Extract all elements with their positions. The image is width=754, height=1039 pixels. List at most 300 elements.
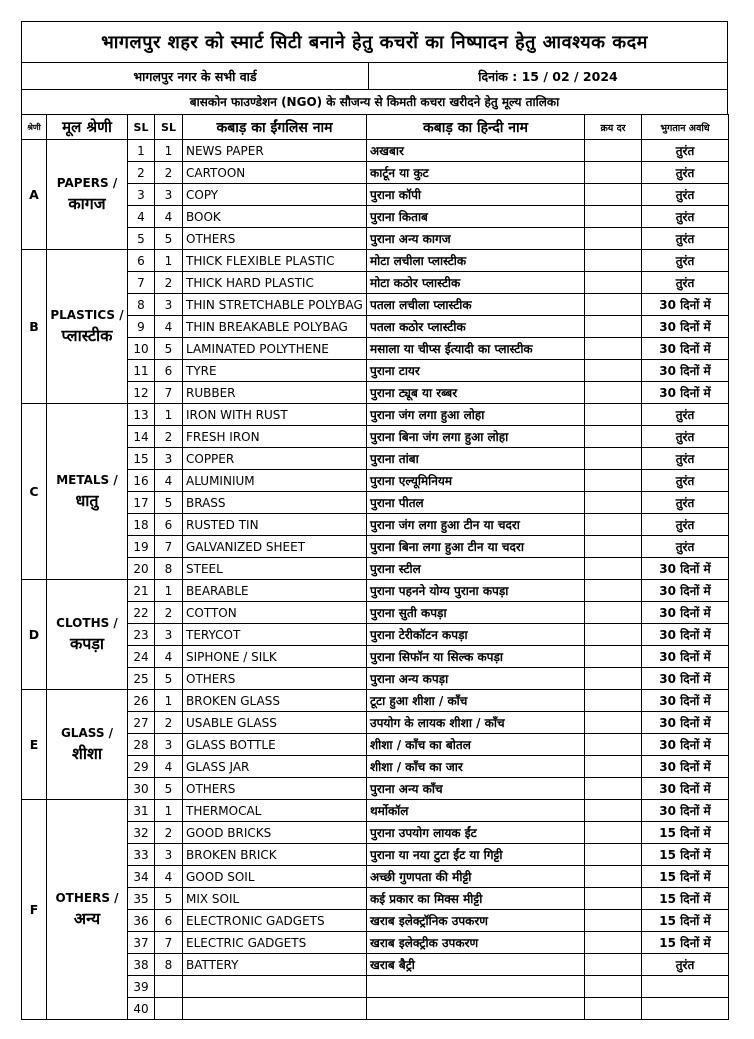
table-row [22,250,729,272]
payment-period: 30 दिनों में [642,338,729,360]
table-row [22,580,729,602]
item-hindi-name: पुराना बिना लगा हुआ टीन या चदरा [367,536,585,558]
page-title: भागलपुर शहर को स्मार्ट सिटी बनाने हेतु कचरों का निष्पादन हेतु आवश्यक कदम [21,21,728,62]
item-rate [585,668,642,690]
serial-number: 27 [128,712,155,734]
table-body [22,140,729,1020]
col-header-english-name: कबाड़ का ईंगलिस नाम [183,115,367,140]
item-rate [585,624,642,646]
table-row [22,294,729,316]
sub-serial-number: 4 [155,866,183,888]
col-header-main-category: मूल श्रेणी [47,115,128,140]
sub-serial-number: 3 [155,448,183,470]
table-row [22,426,729,448]
sub-serial-number: 3 [155,184,183,206]
item-hindi-name: पुराना तांबा [367,448,585,470]
item-english-name: GLASS JAR [183,756,367,778]
payment-period: तुरंत [642,250,729,272]
item-hindi-name: खराब इलेक्ट्रॉनिक उपकरण [367,910,585,932]
item-hindi-name: पुराना एल्यूमिनियम [367,470,585,492]
main-category-cell [47,580,128,690]
serial-number: 15 [128,448,155,470]
item-hindi-name: पतला कठोर प्लास्टीक [367,316,585,338]
price-list-sheet [21,21,728,1020]
table-row [22,602,729,624]
sub-serial-number: 7 [155,382,183,404]
payment-period: 15 दिनों में [642,932,729,954]
col-header-sub-sl: SL [155,115,183,140]
payment-period: 30 दिनों में [642,316,729,338]
payment-period: 30 दिनों में [642,558,729,580]
payment-period: तुरंत [642,206,729,228]
item-rate [585,426,642,448]
item-rate [585,734,642,756]
item-english-name: GOOD BRICKS [183,822,367,844]
payment-period: तुरंत [642,536,729,558]
item-hindi-name: पुराना टायर [367,360,585,382]
serial-number: 36 [128,910,155,932]
item-hindi-name: कार्टून या कुट [367,162,585,184]
item-hindi-name: पुराना जंग लगा हुआ लोहा [367,404,585,426]
table-row [22,734,729,756]
sub-serial-number: 5 [155,338,183,360]
table-row [22,184,729,206]
table-row [22,712,729,734]
serial-number: 17 [128,492,155,514]
payment-period: 15 दिनों में [642,888,729,910]
main-category-cell [47,140,128,250]
table-row [22,492,729,514]
payment-period: तुरंत [642,140,729,162]
item-english-name: THIN BREAKABLE POLYBAG [183,316,367,338]
sub-serial-number: 4 [155,756,183,778]
sub-serial-number: 2 [155,822,183,844]
item-hindi-name: मसाला या चीप्स ईत्यादी का प्लास्टीक [367,338,585,360]
item-hindi-name: खराब बैट्री [367,954,585,976]
payment-period: 30 दिनों में [642,382,729,404]
item-rate [585,536,642,558]
serial-number: 39 [128,976,155,998]
item-english-name: OTHERS [183,778,367,800]
item-english-name: TERYCOT [183,624,367,646]
serial-number: 16 [128,470,155,492]
payment-period: 15 दिनों में [642,866,729,888]
table-row [22,778,729,800]
item-rate [585,162,642,184]
sub-serial-number: 4 [155,206,183,228]
payment-period: तुरंत [642,954,729,976]
sub-serial-number: 3 [155,734,183,756]
main-category-cell [47,690,128,800]
col-header-category: श्रेणी [22,115,47,140]
payment-period: 30 दिनों में [642,734,729,756]
item-rate [585,712,642,734]
col-header-hindi-name: कबाड़ का हिन्दी नाम [367,115,585,140]
item-hindi-name: मोटा कठोर प्लास्टीक [367,272,585,294]
payment-period: 30 दिनों में [642,712,729,734]
table-row [22,514,729,536]
item-english-name: MIX SOIL [183,888,367,910]
serial-number: 14 [128,426,155,448]
item-hindi-name: पुराना स्टील [367,558,585,580]
main-category-cell [47,404,128,580]
item-hindi-name: पतला लचीला प्लास्टीक [367,294,585,316]
notice-line: बासकोन फाउण्डेशन (NGO) के सौजन्य से किमती कचरा खरीदने हेतु मूल्य तालिका [21,89,728,114]
item-hindi-name: पुराना सुती कपड़ा [367,602,585,624]
item-hindi-name [367,998,585,1020]
item-hindi-name: शीशा / काँच का बोतल [367,734,585,756]
item-rate [585,492,642,514]
item-english-name: BEARABLE [183,580,367,602]
serial-number: 40 [128,998,155,1020]
main-category-hindi: कपड़ा [69,633,105,653]
item-rate [585,580,642,602]
item-hindi-name: पुराना पीतल [367,492,585,514]
serial-number: 28 [128,734,155,756]
item-hindi-name: पुराना जंग लगा हुआ टीन या चदरा [367,514,585,536]
serial-number: 4 [128,206,155,228]
main-category-english: GLASS / [60,725,114,740]
payment-period: तुरंत [642,184,729,206]
main-category-english: PAPERS / [56,175,118,190]
serial-number: 12 [128,382,155,404]
item-english-name: NEWS PAPER [183,140,367,162]
main-category-english: PLASTICS / [50,307,124,322]
item-rate [585,272,642,294]
item-hindi-name: शीशा / काँच का जार [367,756,585,778]
item-english-name: BRASS [183,492,367,514]
ward-date-row [21,62,728,89]
item-english-name: BROKEN BRICK [183,844,367,866]
date-label: दिनांक : 15 / 02 / 2024 [478,69,618,84]
item-hindi-name: पुराना टेरीकॉटन कपड़ा [367,624,585,646]
item-rate [585,140,642,162]
table-row [22,536,729,558]
payment-period: तुरंत [642,228,729,250]
serial-number: 26 [128,690,155,712]
item-hindi-name: अखबार [367,140,585,162]
item-hindi-name: पुराना अन्य कपड़ा [367,668,585,690]
item-rate [585,514,642,536]
item-rate [585,844,642,866]
serial-number: 24 [128,646,155,668]
payment-period: 30 दिनों में [642,690,729,712]
serial-number: 11 [128,360,155,382]
item-english-name: LAMINATED POLYTHENE [183,338,367,360]
serial-number: 6 [128,250,155,272]
item-english-name: OTHERS [183,228,367,250]
item-hindi-name: पुराना ट्यूब या रब्बर [367,382,585,404]
item-rate [585,448,642,470]
serial-number: 35 [128,888,155,910]
item-english-name: COPY [183,184,367,206]
item-hindi-name [367,976,585,998]
item-rate [585,932,642,954]
table-row [22,998,729,1020]
item-english-name: COPPER [183,448,367,470]
payment-period: 30 दिनों में [642,360,729,382]
item-english-name: ALUMINIUM [183,470,367,492]
item-hindi-name: उपयोग के लायक शीशा / काँच [367,712,585,734]
item-hindi-name: अच्छी गुणपता की मीट्टी [367,866,585,888]
payment-period: 30 दिनों में [642,756,729,778]
item-english-name: BATTERY [183,954,367,976]
item-english-name: CARTOON [183,162,367,184]
serial-number: 31 [128,800,155,822]
item-rate [585,558,642,580]
payment-period [642,998,729,1020]
table-row [22,976,729,998]
main-category-hindi: धातु [75,490,99,510]
sub-serial-number: 4 [155,316,183,338]
item-hindi-name: थर्मोकॉल [367,800,585,822]
item-english-name: GLASS BOTTLE [183,734,367,756]
sub-serial-number: 3 [155,844,183,866]
sub-serial-number: 6 [155,910,183,932]
table-row [22,646,729,668]
item-english-name: OTHERS [183,668,367,690]
payment-period: 30 दिनों में [642,800,729,822]
sub-serial-number: 2 [155,426,183,448]
serial-number: 30 [128,778,155,800]
item-rate [585,602,642,624]
sub-serial-number: 1 [155,140,183,162]
payment-period: तुरंत [642,492,729,514]
table-row [22,800,729,822]
item-rate [585,954,642,976]
item-english-name: SIPHONE / SILK [183,646,367,668]
item-rate [585,976,642,998]
item-english-name: THICK HARD PLASTIC [183,272,367,294]
payment-period: 30 दिनों में [642,668,729,690]
serial-number: 37 [128,932,155,954]
table-row [22,954,729,976]
serial-number: 20 [128,558,155,580]
sub-serial-number: 2 [155,602,183,624]
payment-period: तुरंत [642,514,729,536]
serial-number: 9 [128,316,155,338]
item-hindi-name: पुराना कॉपी [367,184,585,206]
item-rate [585,470,642,492]
sub-serial-number: 2 [155,272,183,294]
sub-serial-number: 8 [155,954,183,976]
table-row [22,932,729,954]
item-english-name: THERMOCAL [183,800,367,822]
sub-serial-number: 5 [155,778,183,800]
item-rate [585,800,642,822]
table-row [22,910,729,932]
item-hindi-name: कई प्रकार का मिक्स मीट्टी [367,888,585,910]
item-rate [585,646,642,668]
sub-serial-number: 3 [155,624,183,646]
item-english-name: ELECTRIC GADGETS [183,932,367,954]
item-english-name: BROKEN GLASS [183,690,367,712]
sub-serial-number: 5 [155,228,183,250]
item-english-name: FRESH IRON [183,426,367,448]
table-row [22,668,729,690]
serial-number: 21 [128,580,155,602]
item-english-name: IRON WITH RUST [183,404,367,426]
table-row [22,228,729,250]
sub-serial-number: 6 [155,360,183,382]
table-row [22,162,729,184]
sub-serial-number: 3 [155,294,183,316]
item-english-name [183,998,367,1020]
serial-number: 3 [128,184,155,206]
main-category-hindi: अन्य [73,908,101,928]
serial-number: 32 [128,822,155,844]
sub-serial-number: 7 [155,536,183,558]
sub-serial-number: 7 [155,932,183,954]
main-category-cell [47,800,128,1020]
table-row [22,844,729,866]
table-row [22,624,729,646]
item-english-name: RUBBER [183,382,367,404]
payment-period: 30 दिनों में [642,580,729,602]
item-rate [585,228,642,250]
serial-number: 29 [128,756,155,778]
sub-serial-number: 1 [155,250,183,272]
sub-serial-number: 1 [155,404,183,426]
sub-serial-number [155,998,183,1020]
payment-period: 30 दिनों में [642,294,729,316]
table-row [22,756,729,778]
item-rate [585,866,642,888]
col-header-rate: क्रय दर [585,115,642,140]
item-rate [585,888,642,910]
item-rate [585,822,642,844]
serial-number: 10 [128,338,155,360]
payment-period: तुरंत [642,470,729,492]
table-row [22,206,729,228]
payment-period: तुरंत [642,448,729,470]
item-english-name: RUSTED TIN [183,514,367,536]
table-row [22,404,729,426]
item-hindi-name: मोटा लचीला प्लास्टीक [367,250,585,272]
main-category-hindi: कागज [68,193,106,213]
sub-serial-number [155,976,183,998]
item-hindi-name: पुराना किताब [367,206,585,228]
table-row [22,448,729,470]
item-rate [585,690,642,712]
item-english-name: THIN STRETCHABLE POLYBAG [183,294,367,316]
table-row [22,558,729,580]
item-rate [585,316,642,338]
ward-label: भागलपुर नगर के सभी वार्ड [22,63,369,89]
sub-serial-number: 5 [155,668,183,690]
item-hindi-name: पुराना पहनने योग्य पुराना कपड़ा [367,580,585,602]
sub-serial-number: 6 [155,514,183,536]
payment-period: 30 दिनों में [642,646,729,668]
payment-period: तुरंत [642,426,729,448]
item-english-name: TYRE [183,360,367,382]
table-row [22,822,729,844]
sub-serial-number: 2 [155,712,183,734]
payment-period: 15 दिनों में [642,844,729,866]
table-row [22,272,729,294]
item-english-name: USABLE GLASS [183,712,367,734]
item-hindi-name: पुराना उपयोग लायक ईंट [367,822,585,844]
item-rate [585,184,642,206]
main-category-cell [47,250,128,404]
sub-serial-number: 1 [155,690,183,712]
serial-number: 34 [128,866,155,888]
main-category-english: METALS / [56,472,118,487]
serial-number: 7 [128,272,155,294]
payment-period: 30 दिनों में [642,624,729,646]
sub-serial-number: 1 [155,580,183,602]
category-letter: C [22,404,47,580]
item-hindi-name: पुराना अन्य कागज [367,228,585,250]
table-row [22,888,729,910]
item-rate [585,338,642,360]
sub-serial-number: 5 [155,888,183,910]
item-english-name: GOOD SOIL [183,866,367,888]
payment-period [642,976,729,998]
item-hindi-name: खराब इलेक्ट्रीक उपकरण [367,932,585,954]
item-rate [585,910,642,932]
table-row [22,382,729,404]
table-row [22,360,729,382]
main-category-hindi: प्लास्टीक [61,325,113,345]
sub-serial-number: 1 [155,800,183,822]
serial-number: 18 [128,514,155,536]
table-row [22,866,729,888]
item-hindi-name: पुराना अन्य काँच [367,778,585,800]
item-rate [585,756,642,778]
item-rate [585,206,642,228]
sub-serial-number: 4 [155,646,183,668]
item-rate [585,404,642,426]
payment-period: 15 दिनों में [642,910,729,932]
serial-number: 2 [128,162,155,184]
sub-serial-number: 4 [155,470,183,492]
payment-period: 30 दिनों में [642,602,729,624]
payment-period: 30 दिनों में [642,778,729,800]
item-english-name: BOOK [183,206,367,228]
serial-number: 19 [128,536,155,558]
table-row [22,338,729,360]
category-letter: D [22,580,47,690]
serial-number: 5 [128,228,155,250]
table-row [22,140,729,162]
item-english-name: STEEL [183,558,367,580]
category-letter: F [22,800,47,1020]
item-english-name: THICK FLEXIBLE PLASTIC [183,250,367,272]
item-english-name [183,976,367,998]
item-rate [585,360,642,382]
payment-period: तुरंत [642,404,729,426]
payment-period: तुरंत [642,272,729,294]
item-hindi-name: पुराना या नया टुटा ईंट या गिट्टी [367,844,585,866]
serial-number: 38 [128,954,155,976]
sub-serial-number: 5 [155,492,183,514]
main-category-english: CLOTHS / [56,615,118,630]
serial-number: 23 [128,624,155,646]
serial-number: 1 [128,140,155,162]
category-letter: B [22,250,47,404]
table-row [22,470,729,492]
item-english-name: GALVANIZED SHEET [183,536,367,558]
serial-number: 22 [128,602,155,624]
table-row [22,316,729,338]
item-english-name: COTTON [183,602,367,624]
item-hindi-name: पुराना बिना जंग लगा हुआ लोहा [367,426,585,448]
main-category-english: OTHERS / [55,890,119,905]
item-english-name: ELECTRONIC GADGETS [183,910,367,932]
category-letter: E [22,690,47,800]
serial-number: 13 [128,404,155,426]
